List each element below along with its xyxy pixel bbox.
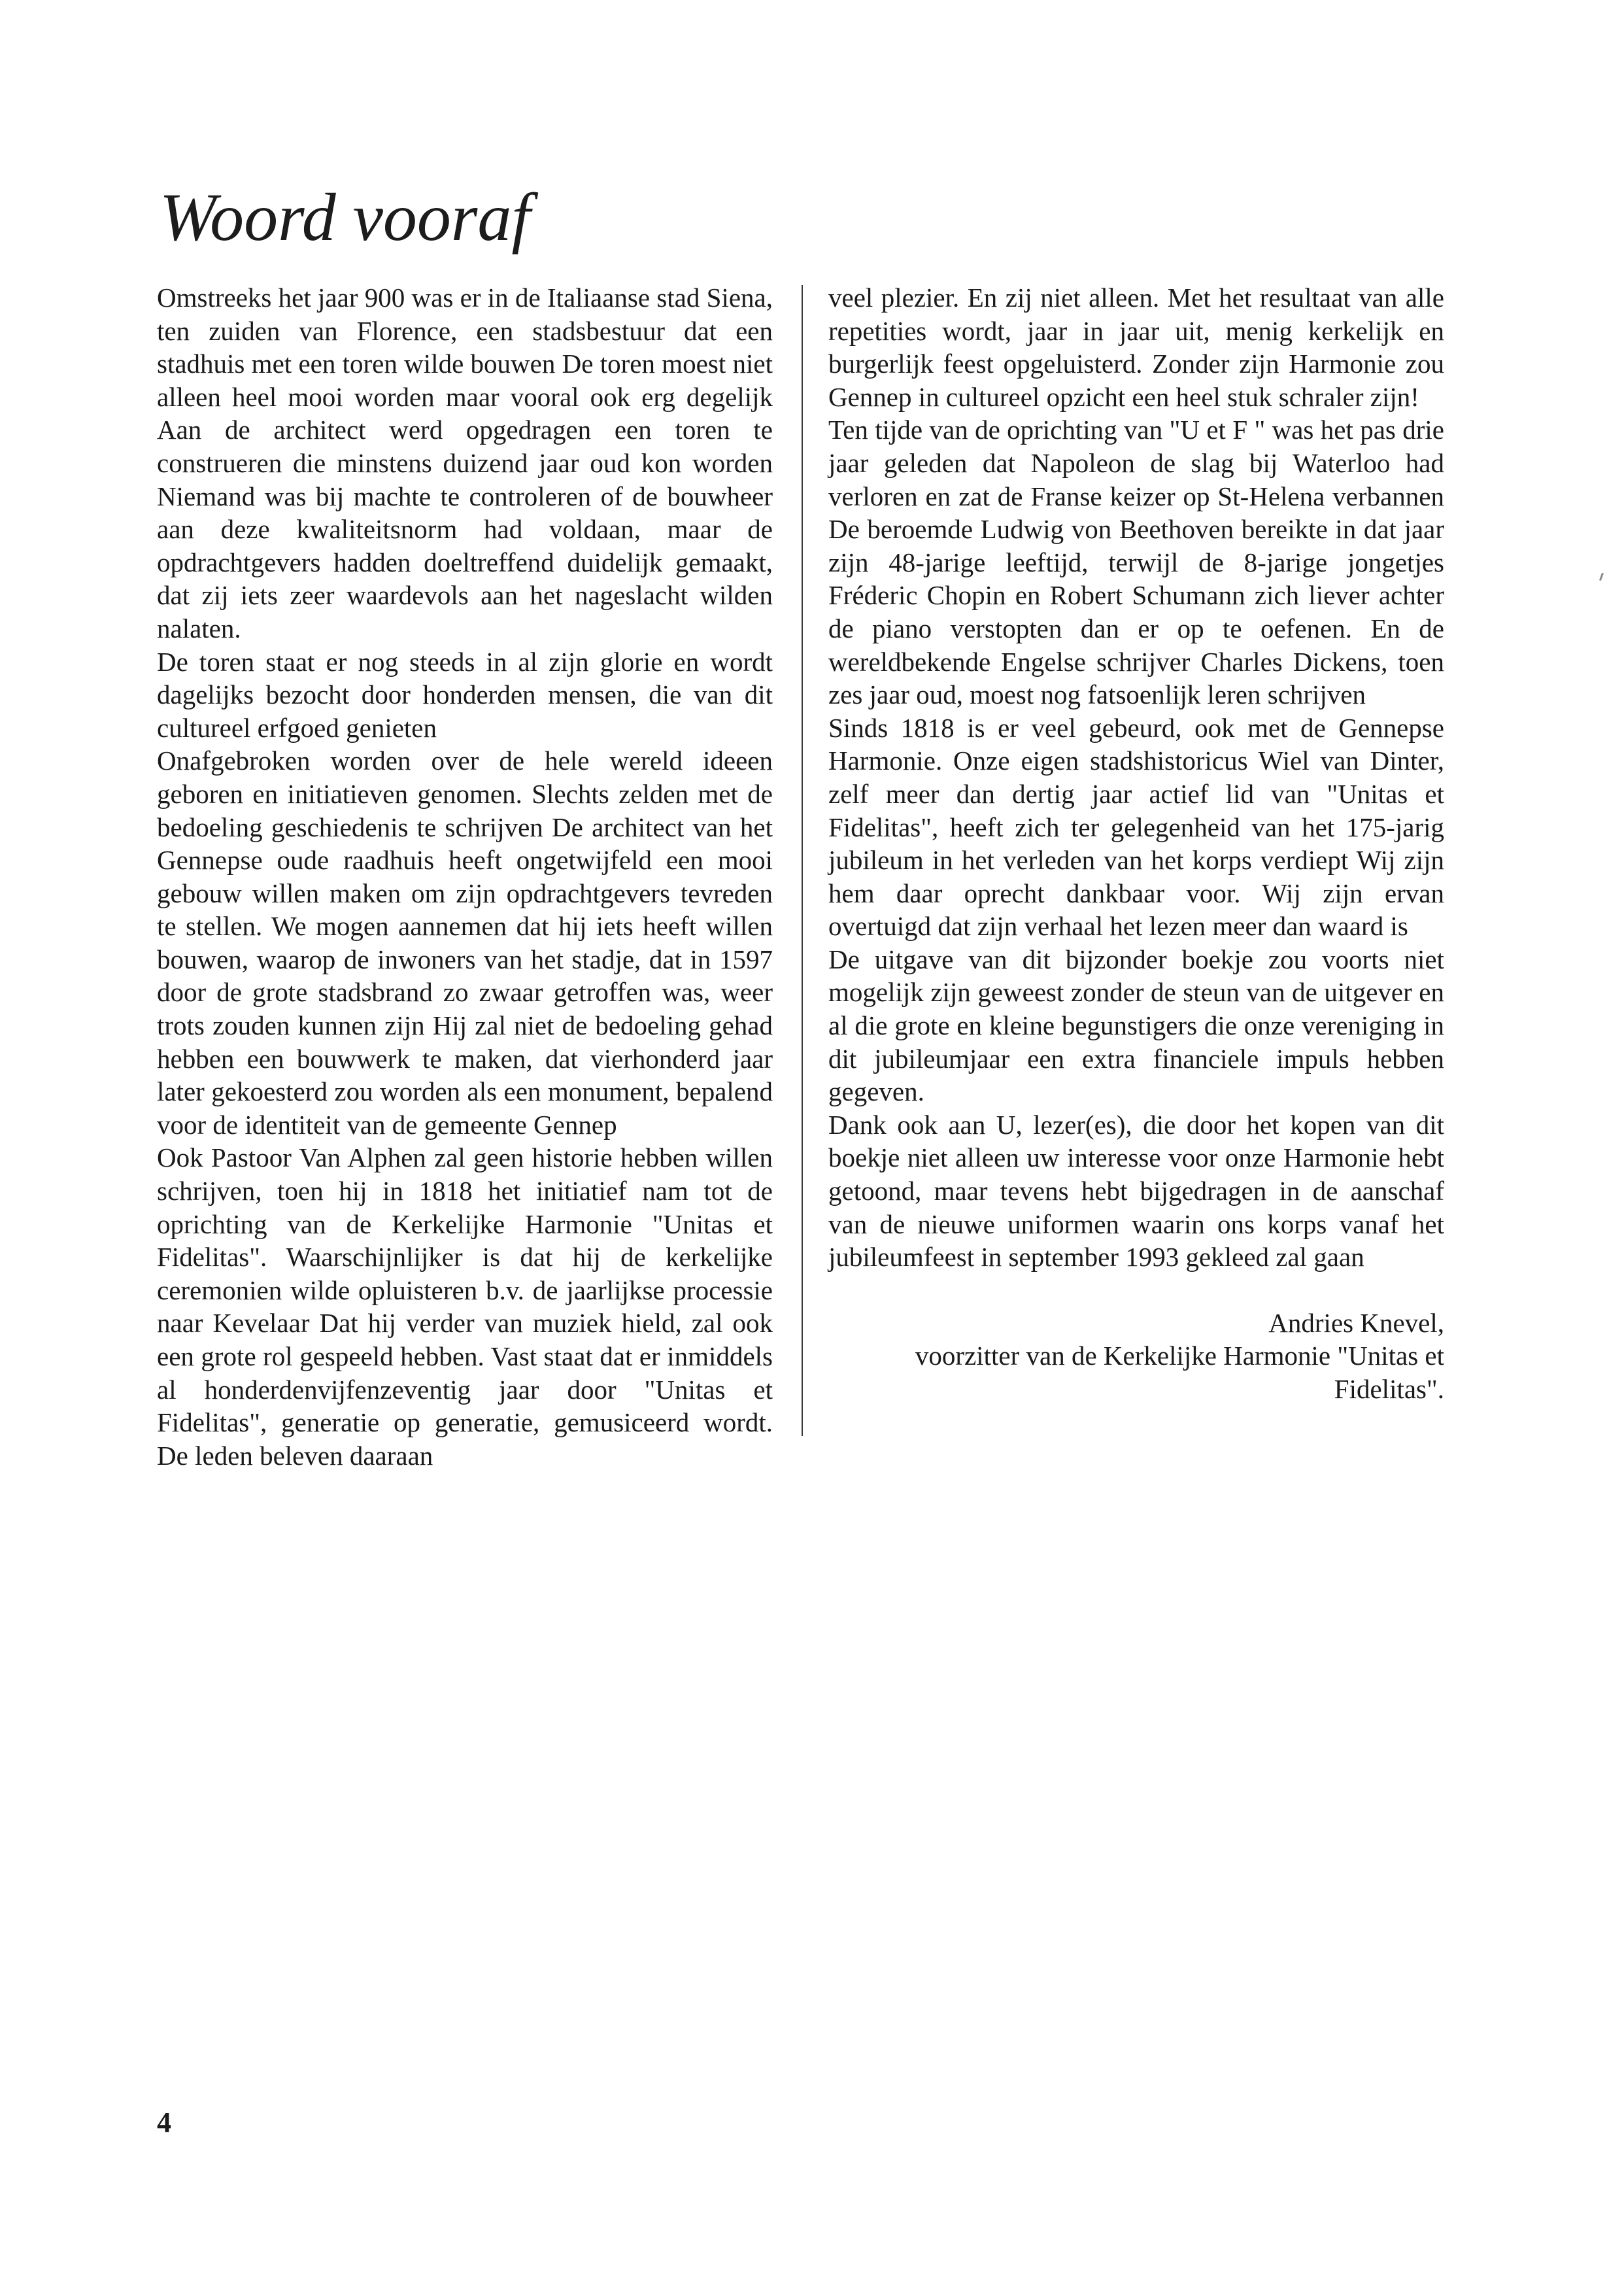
paragraph: Sinds 1818 is er veel gebeurd, ook met de Gennepse Harmonie. Onze eigen stadshistoricus Wiel van Dinter, zelf meer dan dertig jaar actief lid van "Unitas et Fidelitas", heeft zich ter gelegenheid van het 175-jarig jubileum in het verleden van het korps verdiept Wij zijn hem daar oprecht dankbaar voor. Wij zijn ervan overtuigd dat zijn verhaal het lezen meer dan waard is [828,712,1444,942]
paragraph: De toren staat er nog steeds in al zijn glorie en wordt dagelijks bezocht door honderden mensen, die van dit cultureel erfgoed genieten [157,646,773,743]
paragraph: Omstreeks het jaar 900 was er in de Italiaanse stad Siena, ten zuiden van Florence, een stadsbestuur dat een stadhuis met een toren wilde bouwen De toren moest niet alleen heel mooi worden maar vooral ook erg degelijk Aan de architect werd opgedragen een toren te construeren die minstens duizend jaar oud kon worden Niemand was bij machte te controleren of de bouwheer aan deze kwaliteitsnorm had voldaan, maar de opdrachtgevers hadden doeltreffend duidelijk gemaakt, dat zij iets zeer waardevols aan het nageslacht wilden nalaten. [157,282,773,643]
paragraph: Ook Pastoor Van Alphen zal geen historie hebben willen schrijven, toen hij in 1818 het initiatief nam tot de oprichting van de Kerkelijke Harmonie "Unitas et Fidelitas". Waarschijnlijker is dat hij de kerkelijke ceremonien wilde opluisteren b.v. de jaarlijkse processie naar Kevelaar Dat hij verder van muziek hield, zal ook een grote rol gespeeld hebben. Vast staat dat er inmiddels al honderdenvijfenzeventig jaar door "Unitas et Fidelitas", generatie op generatie, gemusiceerd wordt. De leden beleven daaraan [157,1142,773,1471]
paragraph: Ten tijde van de oprichting van "U et F " was het pas drie jaar geleden dat Napoleon de slag bij Waterloo had verloren en zat de Franse keizer op St-Helena verbannen De beroemde Ludwig von Beethoven bereikte in dat jaar zijn 48-jarige leeftijd, terwijl de 8-jarige jongetjes Fréderic Chopin en Robert Schumann zich liever achter de piano verstopten dan er op te oefenen. En de wereldbekende Engelse schrijver Charles Dickens, toen zes jaar oud, moest nog fatsoenlijk leren schrijven [828,415,1444,710]
right-column [828,281,1444,1406]
signature-block [828,1307,1444,1406]
scan-mark [1599,573,1604,581]
paragraph: Dank ook aan U, lezer(es), die door het kopen van dit boekje niet alleen uw interesse voor onze Harmonie hebt getoond, maar tevens hebt bijgedragen in de aanschaf van de nieuwe uniformen waarin ons korps vanaf het jubileumfeest in september 1993 gekleed zal gaan [828,1109,1444,1273]
signature-role: voorzitter van de Kerkelijke Harmonie "Unitas et Fidelitas". [915,1341,1444,1404]
paragraph: De uitgave van dit bijzonder boekje zou voorts niet mogelijk zijn geweest zonder de steun van de uitgever en al die grote en kleine begunstigers die onze vereniging in dit jubileumjaar een extra financiele impuls hebben gegeven. [828,944,1444,1107]
page-title: Woord vooraf [160,180,531,255]
page-number: 4 [157,2106,171,2138]
left-column [157,281,773,1472]
signature-name: Andries Knevel, [1268,1307,1444,1338]
column-divider [802,285,803,1436]
paragraph: Onafgebroken worden over de hele wereld ideeen geboren en initiatieven genomen. Slechts zelden met de bedoeling geschiedenis te schrijven De architect van het Gennepse oude raadhuis heeft ongetwijfeld een mooi gebouw willen maken om zijn opdrachtgevers tevreden te stellen. We mogen aannemen dat hij iets heeft willen bouwen, waarop de inwoners van het stadje, dat in 1597 door de grote stadsbrand zo zwaar getroffen was, weer trots zouden kunnen zijn Hij zal niet de bedoeling gehad hebben een bouwwerk te maken, dat vierhonderd jaar later gekoesterd zou worden als een monument, bepalend voor de identiteit van de gemeente Gennep [157,745,773,1140]
paragraph: veel plezier. En zij niet alleen. Met het resultaat van alle repetities wordt, jaar in jaar uit, menig kerkelijk en burgerlijk feest opgeluisterd. Zonder zijn Harmonie zou Gennep in cultureel opzicht een heel stuk schraler zijn! [828,282,1444,412]
